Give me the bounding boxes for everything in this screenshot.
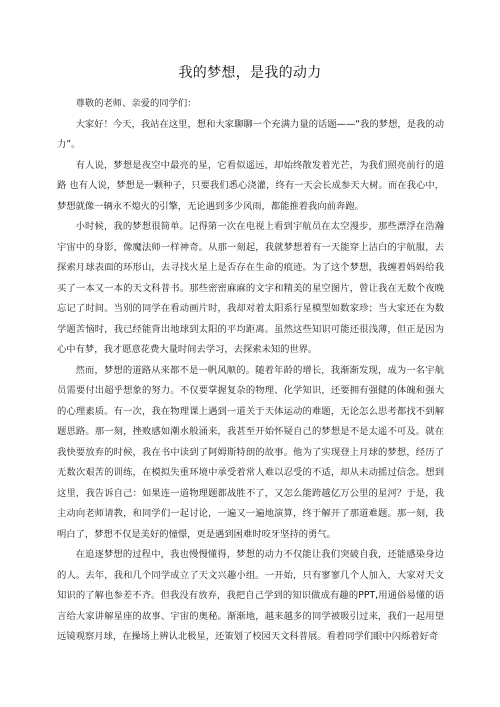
paragraph-opening: 大家好！今天，我站在这里，想和大家聊聊一个充满力量的话题——“我的梦想，是我的动力”。 [57, 118, 444, 150]
document-body [57, 94, 444, 648]
paragraph-astronomy-club: 在追逐梦想的过程中，我也慢慢懂得，梦想的动力不仅能让我们突破自我，还能感染身边的人。去年，我和几个同学成立了天文兴趣小组。一开始，只有寥寥几个人加入，大家对天文知识的了解也参差不齐。但我没有放弃，我把自己学到的知识做成有趣的PPT,用通俗易懂的语言给大家讲解星座的故事、宇宙的奥秘。渐渐地，越来越多的同学被吸引过来，我们一起用望远镜观察月球，在操场上辨认北极星，还策划了校园天文科普展。看着同学们眼中闪烁着好奇 [57, 549, 444, 642]
paragraph-childhood: 小时候，我的梦想很简单。记得第一次在电视上看到宇航员在太空漫步，那些漂浮在浩瀚宇宙中的身影，像魔法师一样神奇。从那一刻起，我就梦想着有一天能穿上洁白的宇航服，去探索月球表面的环形山，去寻找火星上是否存在生命的痕迹。为了这个梦想，我缠着妈妈给我买了一本又一本的天文科普书。那些密密麻麻的文字和精美的星空图片，曾让我在无数个夜晚忘记了时间。当别的同学在看动画片时，我却对着太阳系行星模型如数家珍；当大家还在为数学题苦恼时，我已经能背出地球到太阳的平均距离。虽然这些知识可能还很浅薄，但正是因为心中有梦，我才愿意花费大量时间去学习，去探索未知的世界。 [57, 221, 444, 355]
paragraph-dream-metaphor: 有人说，梦想是夜空中最亮的星，它看似遥远，却始终散发着光芒，为我们照亮前行的道路 也有人说，梦想是一颗种子，只要我们悉心浇灌，终有一天会长成参天大树。而在我心中，梦想就像一辆永不熄火的引擎，无论遇到多少风雨，都能推着我向前奔跑。 [57, 159, 444, 212]
paragraph-difficulties: 然而，梦想的道路从来都不是一帆风顺的。随着年龄的增长，我渐渐发现，成为一名宇航员需要付出超乎想象的努力。不仅要掌握复杂的物理、化学知识，还要拥有强健的体魄和强大的心理素质。有一次，我在物理课上遇到一道关于天体运动的难题，无论怎么思考都找不到解题思路。那一刻，挫败感如潮水般涌来，我甚至开始怀疑自己的梦想是不是太遥不可及。就在我快要放弃的时候，我在书中读到了阿姆斯特朗的故事。他为了实现登上月球的梦想，经历了无数次艰苦的训练，在模拟失重环境中承受着常人难以忍受的不适，却从未动摇过信念。想到这里，我告诉自己：如果连一道物理题都战胜不了，又怎么能跨越亿万公里的星河？于是，我主动向老师请教，和同学们一起讨论，一遍又一遍地演算，终于解开了那道难题。那一刻，我明白了，梦想不仅是美好的憧憬，更是遇到困难时咬牙坚持的勇气。 [57, 364, 444, 540]
greeting-line: 尊敬的老师、亲爱的同学们： [75, 98, 197, 109]
document-title: 我的梦想，是我的动力 [178, 65, 322, 81]
